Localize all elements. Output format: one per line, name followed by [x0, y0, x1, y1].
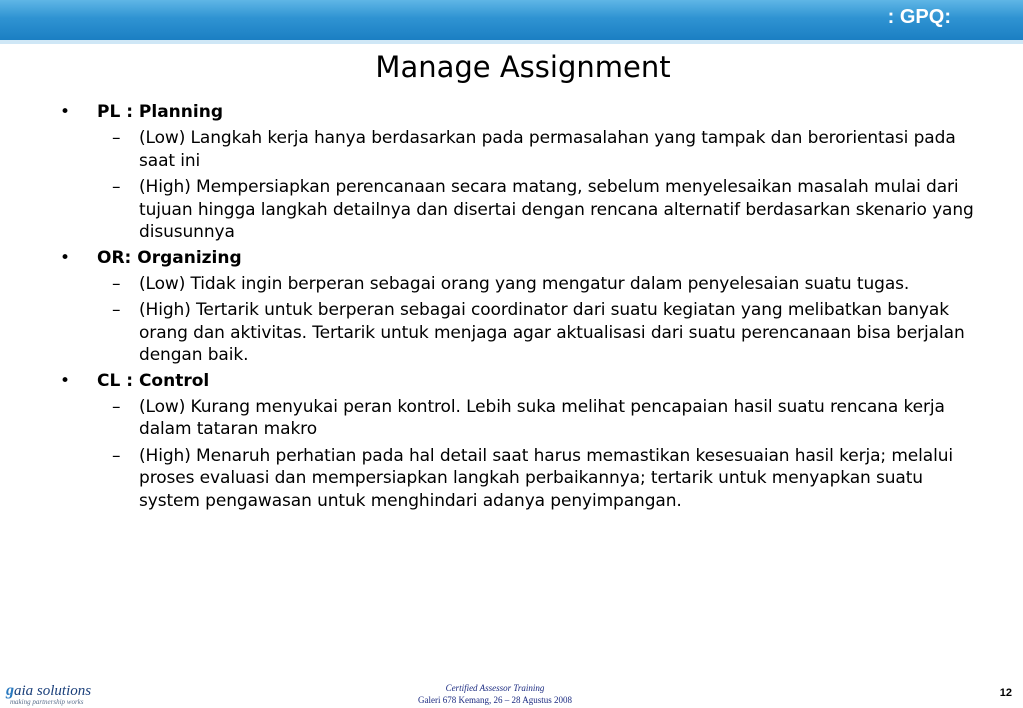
dash-icon: – [112, 445, 121, 466]
bullet-icon: • [60, 370, 71, 391]
footer-event-location: Galeri 678 Kemang, 26 – 28 Agustus 2008 [418, 695, 572, 705]
page-number: 12 [999, 687, 1012, 699]
section-heading [56, 370, 986, 392]
list-item [56, 176, 986, 244]
bullet-icon: • [60, 247, 71, 268]
section-heading [56, 247, 986, 269]
list-item-text: (Low) Langkah kerja hanya berdasarkan pada permasalahan yang tampak dan berorientasi pada saat ini [139, 128, 956, 171]
list-item-text: (High) Mempersiapkan perencanaan secara matang, sebelum menyelesaikan masalah mulai dari tujuan hingga langkah detailnya dan disertai dengan rencana alternatif berdasarkan skenario yang disusunnya [139, 177, 974, 242]
list-item [56, 396, 986, 441]
list-item-text: (High) Menaruh perhatian pada hal detail saat harus memastikan kesesuaian hasil kerja; melalui proses evaluasi dan mempersiapkan langkah perbaikannya; tertarik untuk menyapkan suatu system pengawasan untuk menghindari adanya penyimpangan. [139, 445, 954, 511]
company-logo [6, 684, 91, 706]
header-tag: : GPQ: [887, 6, 951, 28]
section-heading-text: PL : Planning [97, 102, 223, 122]
slide-content [56, 98, 986, 514]
list-item [56, 299, 986, 367]
logo-tagline: making partnership works [10, 698, 84, 706]
dash-icon: – [112, 128, 121, 148]
list-item-text: (Low) Tidak ingin berperan sebagai orang yang mengatur dalam penyelesaian suatu tugas. [139, 273, 910, 294]
section-heading [56, 101, 986, 123]
list-item [56, 445, 986, 513]
logo-text: aia solutions [14, 683, 92, 699]
footer-event-title: Certified Assessor Training [445, 683, 545, 693]
section-heading-text: CL : Control [97, 370, 210, 391]
dash-icon: – [112, 177, 121, 197]
dash-icon: – [112, 300, 121, 320]
footer-event-info [380, 682, 610, 706]
logo-wordmark [6, 684, 91, 698]
list-item [56, 273, 986, 296]
header-bar [0, 0, 1023, 40]
list-item [56, 127, 986, 172]
list-item-text: (Low) Kurang menyukai peran kontrol. Lebih suka melihat pencapaian hasil suatu rencana kerja dalam tataran makro [139, 396, 945, 439]
header-divider [0, 40, 1023, 44]
slide-title: Manage Assignment [375, 50, 671, 84]
dash-icon: – [112, 396, 121, 417]
logo-g-mark: g [6, 682, 14, 699]
list-item-text: (High) Tertarik untuk berperan sebagai coordinator dari suatu kegiatan yang melibatkan banyak orang dan aktivitas. Tertarik untuk menjaga agar aktualisasi dari suatu perencanaan bisa berjalan dengan baik. [139, 300, 965, 365]
dash-icon: – [112, 273, 121, 294]
bullet-icon: • [60, 102, 71, 122]
section-heading-text: OR: Organizing [97, 247, 242, 268]
